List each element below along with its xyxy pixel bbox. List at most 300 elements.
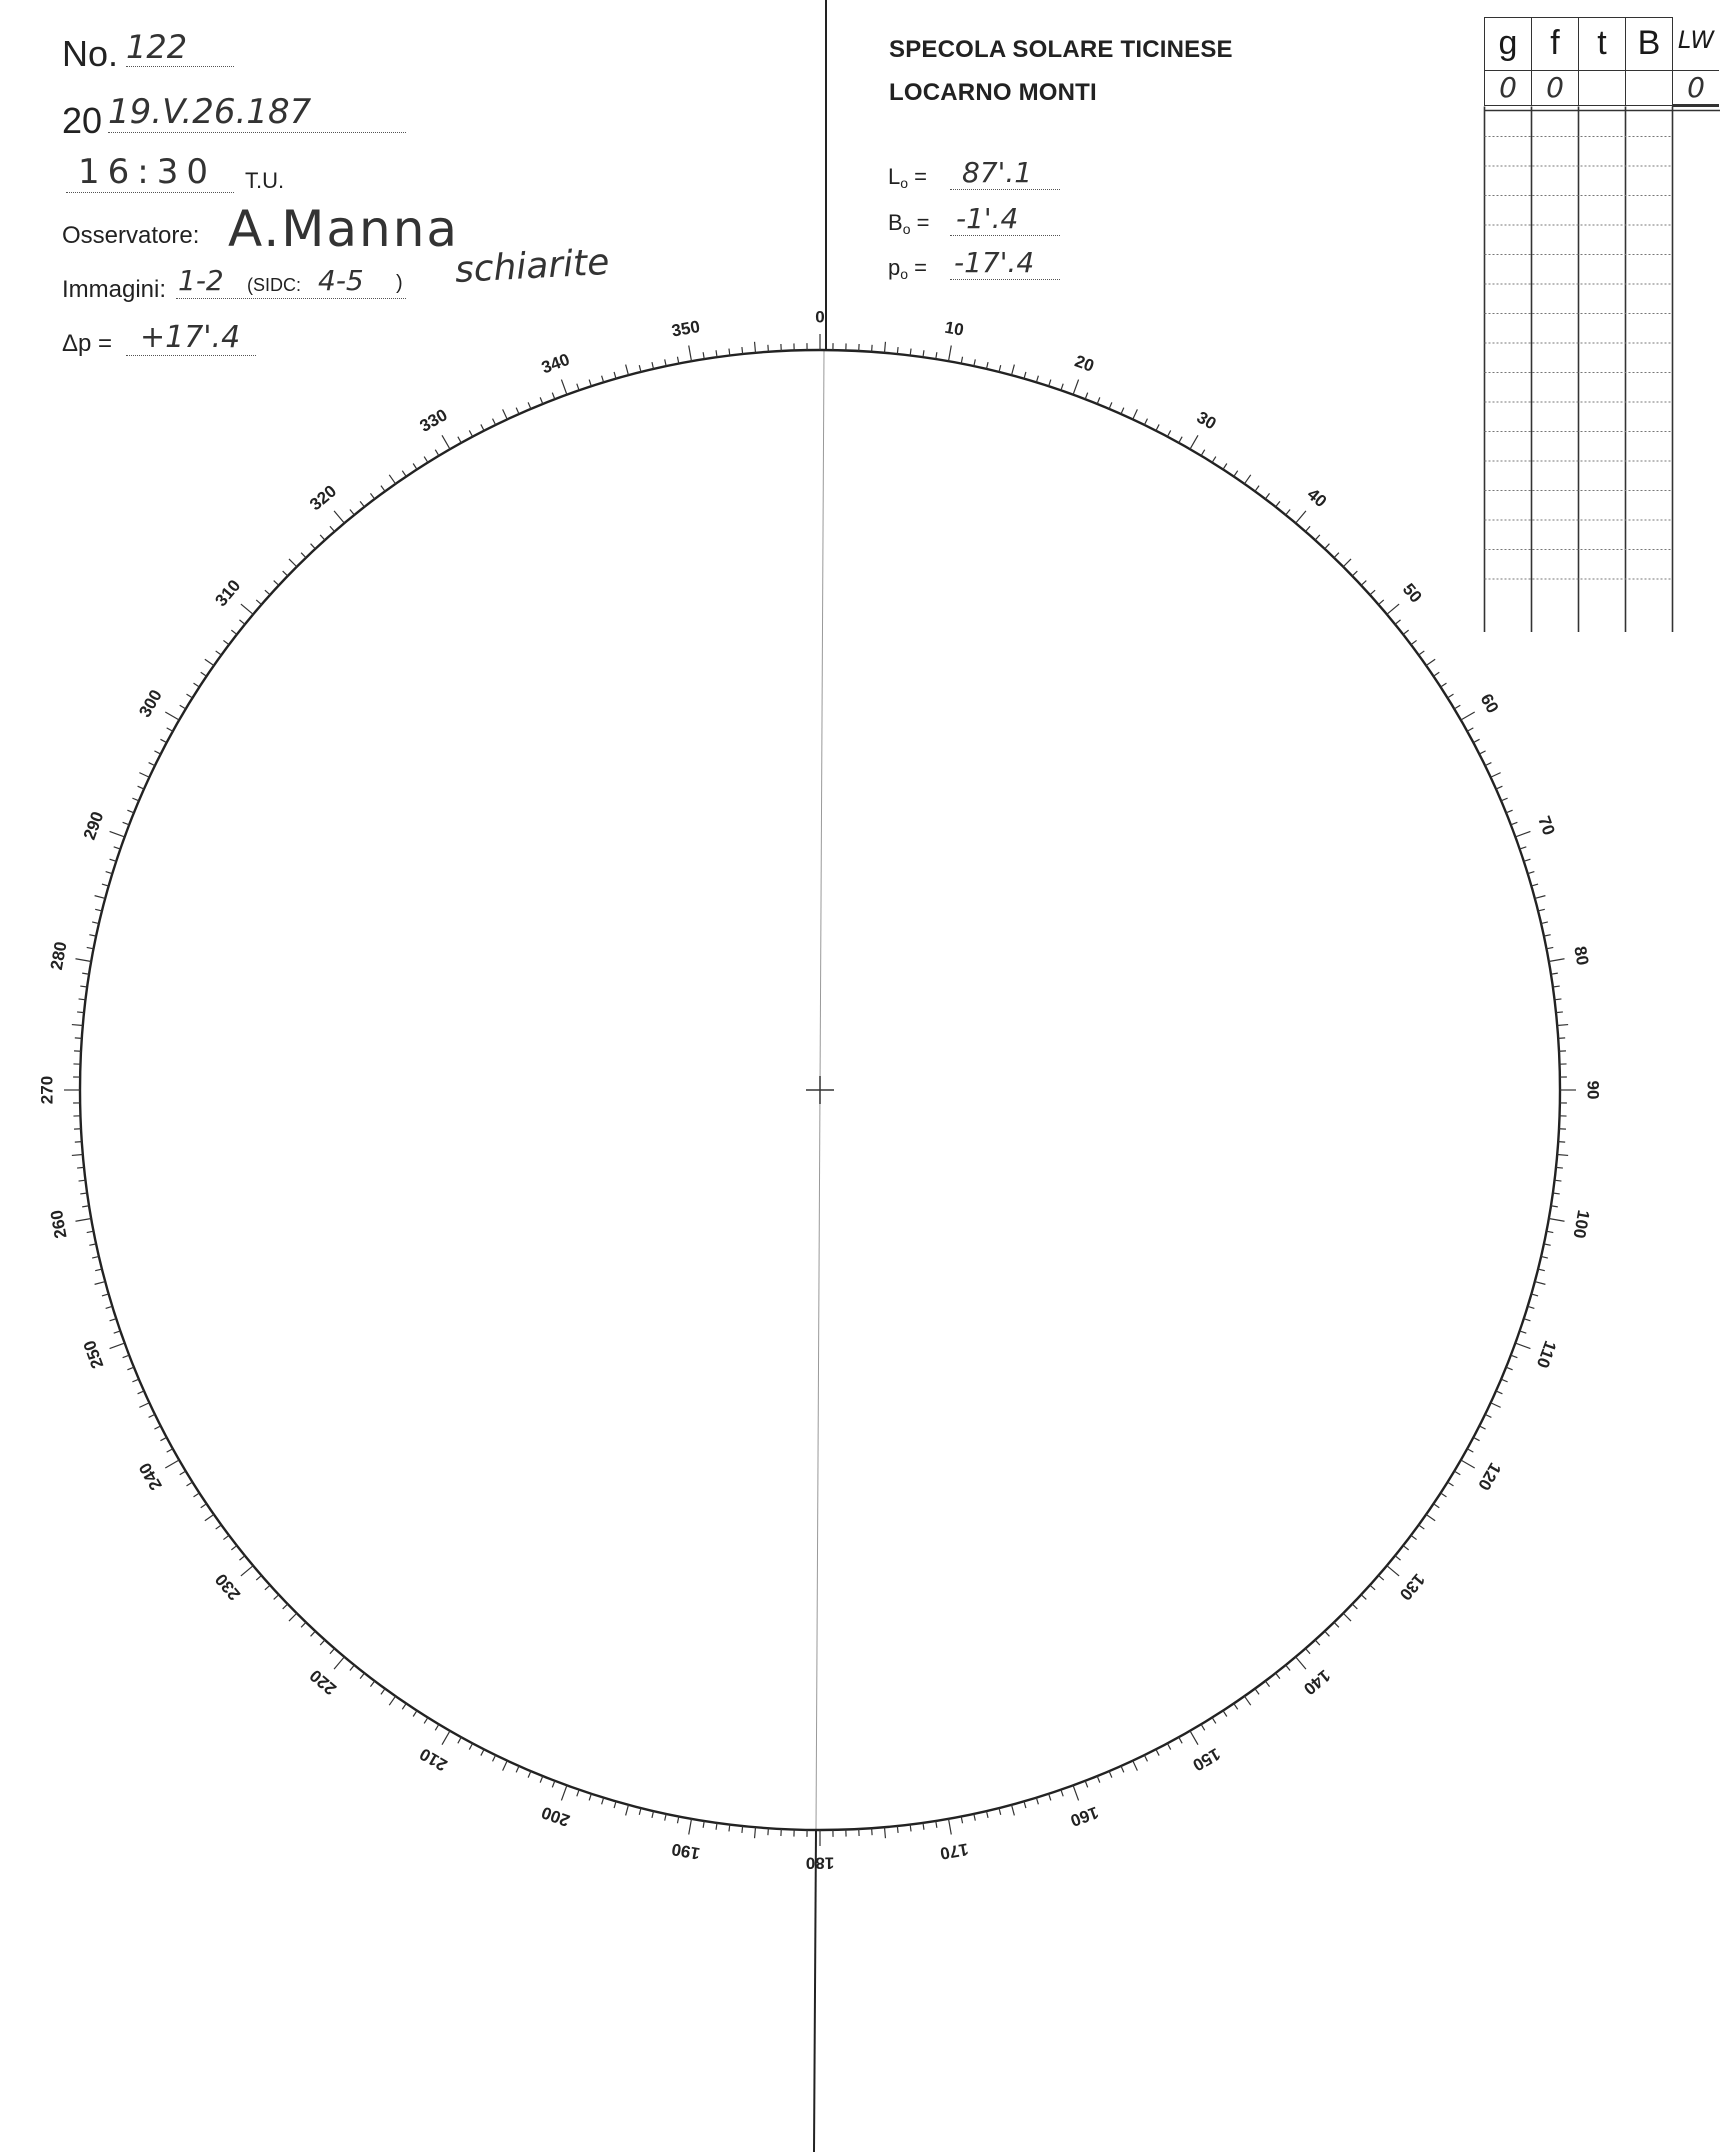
rim-tick: [552, 1781, 555, 1788]
rim-tick: [1305, 1648, 1310, 1653]
rim-label: 290: [79, 809, 108, 843]
rim-tick: [1201, 1724, 1205, 1730]
rim-tick: [1024, 372, 1026, 379]
rim-tick: [689, 1819, 692, 1835]
rim-tick: [223, 1535, 229, 1539]
rim-tick: [102, 1294, 109, 1296]
rim-tick: [334, 1657, 344, 1669]
rim-tick: [1024, 1801, 1026, 1808]
rim-tick: [223, 640, 229, 644]
rim-tick: [1036, 1798, 1038, 1805]
rim-tick: [689, 345, 692, 361]
rim-tick: [1549, 1218, 1565, 1221]
rim-tick: [561, 1785, 566, 1800]
rim-tick: [1511, 1355, 1518, 1358]
rim-tick: [389, 475, 395, 484]
sidc-label: (SIDC:: [247, 275, 301, 295]
rim-tick: [1370, 1585, 1375, 1590]
rim-tick: [1557, 1154, 1568, 1155]
rim-tick: [1528, 872, 1535, 874]
rim-tick: [381, 1689, 385, 1695]
value-f: 0: [1532, 70, 1579, 105]
delta-p-label: Δp =: [62, 330, 113, 357]
rim-tick: [1049, 380, 1051, 387]
rim-tick: [1496, 786, 1502, 789]
rim-tick: [1387, 1566, 1399, 1576]
rim-tick: [413, 464, 417, 470]
rim-tick: [132, 1379, 138, 1382]
rim-tick: [1109, 1771, 1112, 1777]
rim-tick: [1479, 1426, 1485, 1429]
rim-tick: [1167, 1743, 1170, 1749]
rim-tick: [139, 1403, 149, 1408]
header-f: f: [1532, 18, 1579, 71]
rim-tick: [1361, 1595, 1366, 1600]
rim-tick: [1156, 424, 1159, 430]
rim-tick: [1234, 1703, 1238, 1709]
rim-tick: [1049, 1794, 1051, 1801]
rim-tick: [1515, 1343, 1530, 1348]
rim-tick: [1156, 1749, 1159, 1755]
rim-tick: [1109, 402, 1112, 408]
rim-tick: [1212, 1718, 1216, 1724]
rim-label: 140: [1299, 1665, 1334, 1699]
rim-tick: [458, 437, 461, 443]
rim-label: 190: [670, 1839, 702, 1864]
rim-tick: [1511, 822, 1518, 825]
rim-tick: [370, 1681, 374, 1687]
rim-tick: [884, 342, 885, 353]
rim-label: 300: [135, 686, 166, 721]
rim-tick: [729, 1824, 730, 1831]
rim-tick: [1528, 1306, 1535, 1308]
time-unit: T.U.: [245, 168, 285, 193]
rim-label: 220: [306, 1665, 341, 1699]
rim-tick: [1244, 1696, 1250, 1705]
rim-tick: [1387, 604, 1399, 614]
rim-tick: [77, 1012, 84, 1013]
rim-tick: [1352, 1604, 1357, 1609]
rim-tick: [986, 362, 988, 369]
rim-tick: [1403, 630, 1409, 634]
rim-tick: [614, 1801, 616, 1808]
rim-tick: [1515, 831, 1530, 836]
rim-tick: [1234, 471, 1238, 477]
rim-tick: [442, 435, 450, 449]
rim-tick: [1296, 1657, 1306, 1669]
solar-disk: [37, 0, 1602, 2152]
rim-tick: [1556, 1012, 1563, 1013]
rim-tick: [330, 526, 335, 531]
rim-tick: [1133, 409, 1138, 419]
rim-tick: [139, 773, 149, 778]
rim-tick: [89, 935, 96, 936]
rim-tick: [231, 630, 237, 634]
rim-tick: [1520, 1331, 1527, 1333]
rim-tick: [320, 1640, 325, 1645]
rim-tick: [1097, 397, 1100, 403]
rim-tick: [626, 1805, 629, 1816]
rim-label: 50: [1398, 579, 1426, 607]
rim-tick: [132, 798, 138, 801]
rim-tick: [1378, 600, 1383, 605]
rim-tick: [1535, 896, 1546, 899]
rim-tick: [1541, 1256, 1548, 1258]
observer-label: Osservatore:: [62, 222, 200, 249]
rim-tick: [1012, 1805, 1015, 1816]
rim-tick: [755, 342, 756, 353]
rim-tick: [256, 1575, 261, 1580]
counts-table: [1484, 17, 1719, 107]
images-label: Immagini:: [62, 276, 167, 303]
rim-tick: [884, 1827, 885, 1838]
rim-tick: [561, 380, 566, 395]
rim-tick: [87, 947, 94, 948]
rim-tick: [1378, 1575, 1383, 1580]
rim-tick: [1419, 651, 1425, 655]
rim-tick: [160, 739, 166, 742]
rim-tick: [187, 694, 193, 698]
rim-tick: [1461, 712, 1475, 720]
header-B: B: [1626, 18, 1673, 71]
rim-tick: [602, 1798, 604, 1805]
images-value: 1-2: [178, 264, 224, 297]
rim-tick: [1501, 1379, 1507, 1382]
rim-tick: [577, 1790, 579, 1797]
rim-tick: [677, 357, 678, 364]
rim-label: 150: [1189, 1744, 1224, 1775]
rim-tick: [180, 705, 186, 709]
rim-tick: [1223, 464, 1227, 470]
rim-tick: [231, 1546, 237, 1550]
observatory-name: SPECOLA SOLARE TICINESE: [889, 36, 1233, 63]
rim-tick: [381, 486, 385, 492]
rim-tick: [95, 1282, 106, 1285]
rim-tick: [552, 393, 555, 400]
rim-label: 100: [1569, 1208, 1594, 1240]
rim-tick: [961, 1816, 962, 1823]
rim-tick: [589, 1794, 591, 1801]
rim-tick: [540, 397, 543, 403]
rim-tick: [241, 1566, 253, 1576]
rim-tick: [665, 359, 666, 366]
rim-label: 340: [539, 349, 573, 378]
rim-tick: [1343, 1613, 1351, 1621]
rim-tick: [1479, 751, 1485, 754]
rim-tick: [469, 1743, 472, 1749]
rim-tick: [149, 763, 155, 766]
rim-tick: [370, 493, 374, 499]
header-g: g: [1485, 18, 1532, 71]
rim-tick: [589, 380, 591, 387]
delta-p-value: +17'.4: [126, 320, 256, 356]
rim-tick: [274, 581, 279, 586]
rim-tick: [216, 651, 222, 655]
rim-tick: [493, 419, 496, 425]
date-value: 19.V.26.187: [108, 92, 406, 133]
rim-tick: [1501, 798, 1507, 801]
rim-label: 320: [306, 481, 341, 515]
rim-tick: [999, 1808, 1001, 1815]
rim-tick: [961, 357, 962, 364]
rim-label: 200: [539, 1802, 573, 1831]
rim-tick: [160, 1437, 166, 1440]
rim-tick: [1012, 365, 1015, 376]
rim-tick: [95, 896, 106, 899]
rim-tick: [910, 349, 911, 356]
rim-tick: [1276, 501, 1280, 507]
rim-tick: [389, 1696, 395, 1705]
rim-label: 20: [1072, 351, 1097, 376]
rim-tick: [503, 409, 508, 419]
rim-tick: [1201, 450, 1205, 456]
rim-tick: [330, 1648, 335, 1653]
rim-tick: [1531, 884, 1538, 886]
rim-tick: [1315, 535, 1320, 540]
rim-tick: [1361, 581, 1366, 586]
rim-tick: [1441, 1493, 1447, 1497]
rim-tick: [1334, 553, 1339, 558]
rim-tick: [95, 1269, 102, 1271]
rim-tick: [123, 1355, 130, 1358]
rim-tick: [289, 1613, 297, 1621]
header-t: t: [1579, 18, 1626, 71]
L0-label: $L_o$ =: [888, 164, 928, 191]
rim-tick: [1520, 847, 1527, 849]
rim-tick: [424, 1718, 428, 1724]
rim-label: 240: [135, 1459, 166, 1494]
rim-tick: [154, 751, 160, 754]
rim-tick: [180, 1471, 186, 1475]
rim-label: 80: [1570, 944, 1593, 967]
rim-tick: [194, 1493, 200, 1497]
rim-tick: [165, 712, 179, 720]
rim-tick: [301, 1622, 306, 1627]
rim-tick: [1411, 1535, 1417, 1539]
rim-tick: [974, 1814, 975, 1821]
rim-tick: [481, 1749, 484, 1755]
rim-tick: [639, 365, 641, 372]
rim-tick: [897, 1826, 898, 1833]
rim-label: 30: [1193, 407, 1220, 434]
rim-tick: [216, 1525, 222, 1529]
rim-tick: [413, 1711, 417, 1717]
rim-tick: [1448, 694, 1454, 698]
rim-tick: [311, 1631, 316, 1636]
rim-tick: [1190, 435, 1198, 449]
rim-tick: [442, 1731, 450, 1745]
rim-label: 330: [416, 405, 451, 436]
value-LW: 0: [1673, 70, 1720, 105]
rim-tick: [1556, 1167, 1563, 1168]
rim-tick: [435, 1724, 439, 1730]
rim-tick: [1073, 1785, 1078, 1800]
rim-tick: [948, 1819, 951, 1835]
rim-label: 270: [37, 1075, 57, 1105]
rim-tick: [75, 959, 91, 962]
rim-tick: [1538, 909, 1545, 911]
rim-label: 70: [1534, 813, 1559, 838]
rim-tick: [1467, 1449, 1473, 1452]
rim-tick: [334, 511, 344, 523]
rim-label: 310: [211, 576, 245, 611]
observer-value: A.Manna: [228, 200, 460, 258]
rim-tick: [1448, 1482, 1454, 1486]
rim-tick: [265, 590, 270, 595]
rim-tick: [481, 424, 484, 430]
rim-tick: [1179, 1737, 1182, 1743]
rim-tick: [1244, 475, 1250, 484]
rim-tick: [1085, 393, 1088, 400]
rim-tick: [1325, 544, 1330, 549]
rim-tick: [1121, 1766, 1124, 1772]
rim-tick: [1531, 1294, 1538, 1296]
rim-label: 230: [211, 1569, 245, 1604]
rim-tick: [1491, 773, 1501, 778]
rim-tick: [1541, 922, 1548, 924]
p0-value: -17'.4: [950, 246, 1060, 280]
rim-tick: [320, 535, 325, 540]
rim-tick: [626, 365, 629, 376]
rim-tick: [1223, 1711, 1227, 1717]
rim-tick: [201, 1504, 207, 1508]
rim-tick: [1305, 526, 1310, 531]
rim-tick: [910, 1824, 911, 1831]
rim-tick: [72, 1154, 83, 1155]
rim-tick: [1485, 1414, 1491, 1417]
rim-tick: [127, 1367, 133, 1370]
rim-tick: [127, 810, 133, 813]
rim-tick: [201, 672, 207, 676]
rim-tick: [1276, 1673, 1280, 1679]
rim-tick: [102, 884, 109, 886]
rim-tick: [1496, 1391, 1502, 1394]
note-value: schiarite: [453, 241, 611, 291]
rim-tick: [1315, 1640, 1320, 1645]
rim-tick: [1473, 739, 1479, 742]
rim-label: 280: [46, 940, 71, 972]
rim-tick: [1491, 1403, 1501, 1408]
rim-tick: [1461, 1460, 1475, 1468]
rim-tick: [239, 1556, 244, 1560]
rim-tick: [1546, 1231, 1553, 1232]
rim-tick: [110, 1319, 117, 1321]
rim-tick: [1144, 1755, 1147, 1761]
rim-tick: [402, 1703, 406, 1709]
rim-tick: [402, 471, 406, 477]
rim-tick: [1433, 1504, 1439, 1508]
rim-tick: [79, 1180, 86, 1181]
rim-label: 10: [943, 317, 966, 340]
rim-label: 60: [1476, 690, 1503, 717]
rim-tick: [110, 1343, 125, 1348]
rim-tick: [1073, 380, 1078, 395]
rim-tick: [974, 359, 975, 366]
rim-tick: [1325, 1631, 1330, 1636]
rim-tick: [123, 822, 130, 825]
rim-tick: [999, 365, 1001, 372]
rim-label: 120: [1474, 1459, 1505, 1494]
rim-tick: [1426, 1514, 1435, 1520]
axis-line-bottom: [814, 1830, 816, 2152]
rim-tick: [1395, 620, 1400, 624]
rim-label: 0: [815, 307, 825, 327]
rim-tick: [1473, 1437, 1479, 1440]
rim-tick: [652, 1811, 654, 1818]
rim-tick: [265, 1585, 270, 1590]
rim-label: 250: [79, 1337, 108, 1371]
rim-label: 110: [1532, 1338, 1561, 1371]
rim-tick: [289, 559, 297, 567]
rim-tick: [1506, 1367, 1512, 1370]
rim-tick: [114, 1331, 121, 1333]
rim-tick: [360, 501, 364, 507]
rim-tick: [1506, 810, 1512, 813]
rim-tick: [469, 430, 472, 436]
rim-tick: [1255, 486, 1259, 492]
rim-label: 170: [938, 1839, 970, 1864]
rim-label: 350: [670, 316, 702, 341]
rim-tick: [1538, 1269, 1545, 1271]
rim-tick: [92, 922, 99, 924]
rim-tick: [540, 1776, 543, 1782]
rim-tick: [1061, 384, 1063, 391]
L0-value: 87'.1: [950, 156, 1060, 190]
rim-tick: [110, 831, 125, 836]
rim-tick: [1061, 1790, 1063, 1797]
rim-tick: [1121, 408, 1124, 414]
rim-tick: [138, 786, 144, 789]
rim-tick: [1296, 511, 1306, 523]
rim-tick: [1419, 1525, 1425, 1529]
rim-tick: [742, 347, 743, 354]
rim-tick: [948, 345, 951, 361]
rim-tick: [1467, 728, 1473, 731]
date-prefix: 20: [62, 100, 103, 141]
value-t: [1579, 70, 1626, 105]
rim-tick: [639, 1808, 641, 1815]
rim-label: 130: [1395, 1569, 1429, 1604]
rim-tick: [602, 376, 604, 383]
rim-tick: [205, 1514, 214, 1520]
number-label: No.: [62, 33, 119, 74]
rim-tick: [154, 1426, 160, 1429]
rim-tick: [165, 1460, 179, 1468]
rim-label: 180: [805, 1853, 835, 1873]
p0-label: $p_o$ =: [888, 255, 928, 282]
B0-value: -1'.4: [950, 202, 1060, 236]
rim-tick: [149, 1414, 155, 1417]
rim-tick: [72, 1025, 83, 1026]
rim-tick: [1334, 1622, 1339, 1627]
header-LW: LW: [1673, 18, 1720, 71]
sidc-close: ): [396, 272, 403, 294]
rim-label: 90: [1583, 1080, 1603, 1100]
rim-tick: [79, 999, 86, 1000]
rim-tick: [167, 1449, 173, 1452]
rim-tick: [424, 457, 428, 463]
value-g: 0: [1485, 70, 1532, 105]
rim-tick: [1133, 1761, 1138, 1771]
rim-tick: [1433, 672, 1439, 676]
rim-tick: [986, 1811, 988, 1818]
rim-tick: [1343, 559, 1351, 567]
rim-tick: [1544, 1244, 1551, 1245]
rim-tick: [1179, 437, 1182, 443]
rim-tick: [87, 1231, 94, 1232]
rim-tick: [1212, 457, 1216, 463]
rim-tick: [458, 1737, 461, 1743]
